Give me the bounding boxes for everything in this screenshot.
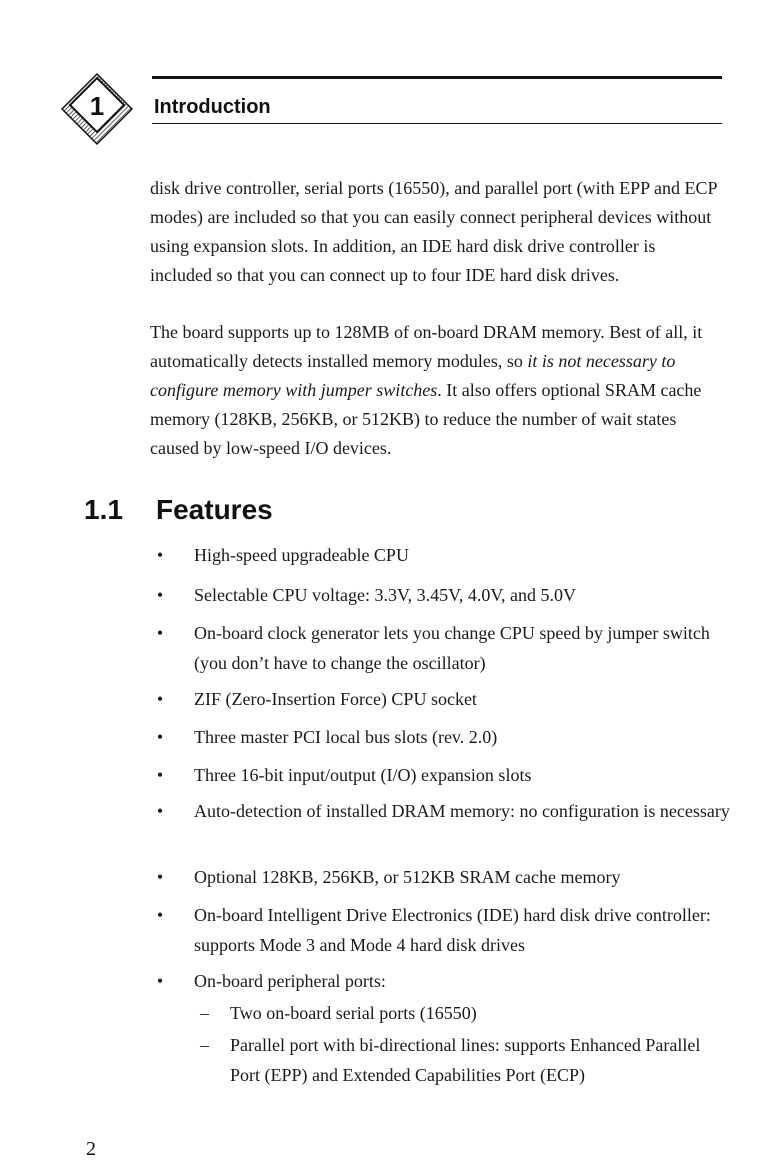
bullet-icon: •	[156, 765, 164, 785]
bullet-icon: •	[156, 585, 164, 605]
bullet-icon: •	[156, 971, 164, 991]
paragraph-2-before: The board supports up to 128MB of on-board DRAM memory. Best of all, it automatically detects installed memory modules, so	[150, 322, 703, 371]
feature-text: On-board peripheral ports:	[194, 971, 386, 991]
section-number: 1.1	[84, 494, 123, 525]
section-title: Features	[156, 494, 273, 525]
bullet-icon: •	[156, 545, 164, 565]
paragraph-1: disk drive controller, serial ports (16550), and parallel port (with EPP and ECP modes) are included so that you can easily connect peripheral devices without using expansion slots. In addition, an IDE hard disk drive controller is included so that you can connect up to four IDE hard disk drives.	[150, 178, 717, 285]
header-rule-bottom	[152, 123, 722, 124]
page-number: 2	[86, 1138, 96, 1160]
bullet-icon: •	[156, 689, 164, 709]
feature-text: Three 16-bit input/output (I/O) expansion slots	[194, 765, 532, 785]
bullet-icon: •	[156, 727, 164, 747]
sub-list-text: Parallel port with bi-directional lines: supports Enhanced Parallel Port (EPP) and Extended Capabilities Port (ECP)	[230, 1035, 701, 1085]
chapter-title: Introduction	[154, 96, 271, 118]
feature-text: On-board Intelligent Drive Electronics (IDE) hard disk drive controller: supports Mode 3 and Mode 4 hard disk drives	[194, 905, 711, 955]
feature-text: ZIF (Zero-Insertion Force) CPU socket	[194, 689, 477, 709]
sub-list-text: Two on-board serial ports (16550)	[230, 1003, 477, 1023]
paragraph-2-after: . It also offers optional SRAM cache memory (128KB, 256KB, or 512KB) to reduce the number of wait states caused by low-speed I/O devices.	[150, 380, 702, 458]
chapter-number: 1	[89, 91, 105, 121]
header-rule-top	[152, 76, 722, 79]
feature-text: Three master PCI local bus slots (rev. 2.0)	[194, 727, 498, 747]
feature-text: High-speed upgradeable CPU	[194, 545, 409, 565]
bullet-icon: •	[156, 623, 164, 643]
feature-text: Auto-detection of installed DRAM memory: no configuration is necessary	[194, 801, 730, 821]
dash-icon: –	[200, 1035, 209, 1055]
bullet-icon: •	[156, 867, 164, 887]
feature-text: Optional 128KB, 256KB, or 512KB SRAM cache memory	[194, 867, 621, 887]
feature-text: Selectable CPU voltage: 3.3V, 3.45V, 4.0V, and 5.0V	[194, 585, 576, 605]
paragraph-2-emphasis: it is not necessary to configure memory with jumper switches	[150, 351, 676, 400]
bullet-icon: •	[156, 905, 164, 925]
paragraph-2	[150, 318, 720, 463]
feature-text: On-board clock generator lets you change CPU speed by jumper switch (you don’t have to change the oscillator)	[194, 623, 710, 673]
dash-icon: –	[200, 1003, 209, 1023]
bullet-icon: •	[156, 801, 164, 821]
chapter-number-diamond-icon	[58, 70, 136, 148]
